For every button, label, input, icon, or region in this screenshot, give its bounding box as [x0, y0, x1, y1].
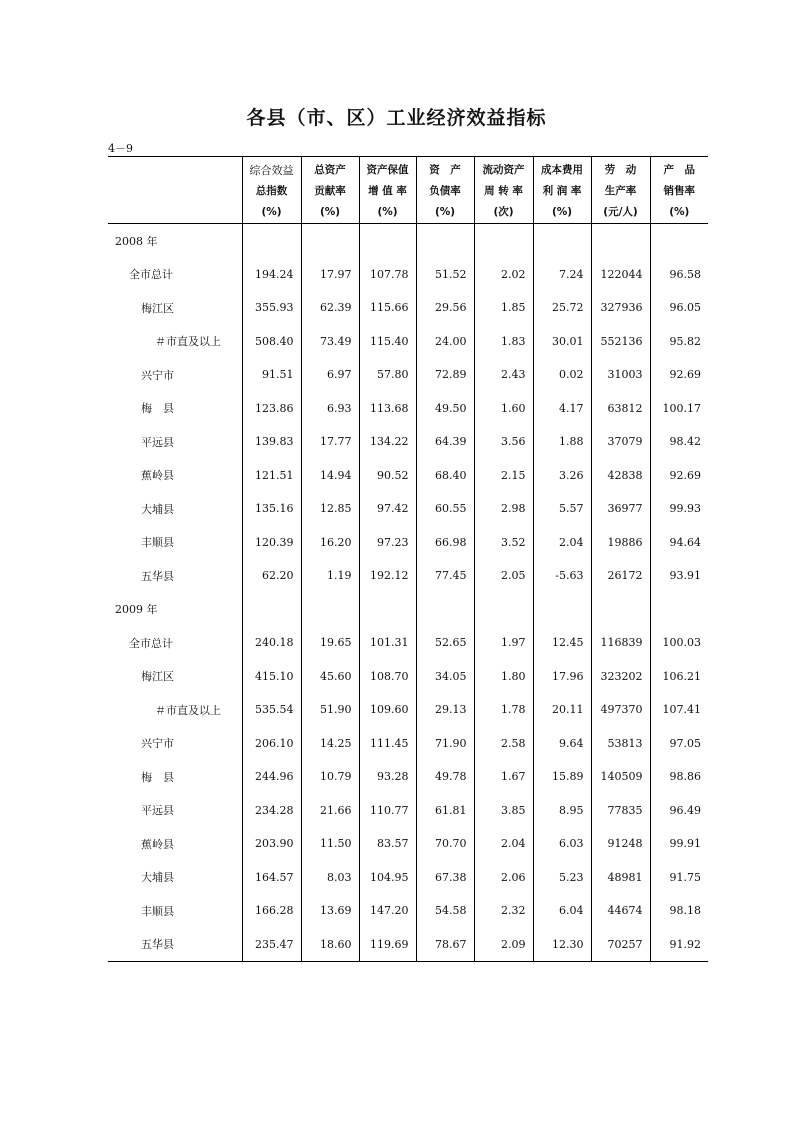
table-cell: 14.25: [301, 727, 359, 761]
table-cell: 140509: [591, 760, 650, 794]
table-row: [108, 526, 708, 560]
table-cell: 83.57: [359, 827, 416, 861]
table-cell: 61.81: [416, 794, 474, 828]
table-cell: 14.94: [301, 459, 359, 493]
header-line: 流动资产: [482, 164, 525, 176]
table-cell: 111.45: [359, 727, 416, 761]
region-label: 大埔县: [141, 871, 174, 885]
region-label: 五华县: [108, 928, 242, 962]
region-label: 梅 县: [141, 402, 174, 416]
table-cell: 29.13: [416, 693, 474, 727]
table-row: [108, 492, 708, 526]
table-row: [108, 392, 708, 426]
year-label: 2009 年: [115, 603, 158, 617]
region-label: 兴宁市: [141, 368, 174, 382]
table-row: [108, 224, 708, 258]
table-cell: 415.10: [242, 660, 301, 694]
table-cell: 104.95: [359, 861, 416, 895]
table-row: [108, 928, 708, 962]
header-unit: (%): [377, 206, 398, 218]
table-cell: 5.57: [533, 492, 591, 526]
header-line: 成本费用: [541, 164, 583, 176]
table-cell: 73.49: [301, 325, 359, 359]
table-cell: 115.40: [359, 325, 416, 359]
table-cell: 240.18: [242, 626, 301, 660]
header-unit: (元/人): [603, 206, 638, 218]
table-row: [108, 358, 708, 392]
table-cell: 106.21: [650, 660, 708, 694]
table-cell: 2.43: [474, 358, 533, 392]
region-label: 蕉岭县: [141, 469, 174, 483]
header-unit: (%): [669, 206, 690, 218]
table-cell: 90.52: [359, 459, 416, 493]
region-label: ＃市直及以上: [155, 335, 221, 349]
table-cell: 19.65: [301, 626, 359, 660]
table-cell: 1.83: [474, 325, 533, 359]
table-cell: 96.49: [650, 794, 708, 828]
table-cell: 2.02: [474, 258, 533, 292]
region-label: 丰顺县: [141, 904, 174, 918]
table-cell: 3.26: [533, 459, 591, 493]
table-cell: [242, 224, 301, 258]
table-cell: 42838: [591, 459, 650, 493]
table-cell: [359, 593, 416, 627]
table-cell: 6.04: [533, 894, 591, 928]
table-cell: 3.56: [474, 425, 533, 459]
table-cell: 1.78: [474, 693, 533, 727]
table-cell: 1.67: [474, 760, 533, 794]
table-cell: 2.04: [474, 827, 533, 861]
table-cell: 96.05: [650, 291, 708, 325]
table-cell: 25.72: [533, 291, 591, 325]
table-cell: 206.10: [242, 727, 301, 761]
header-cell: [242, 157, 301, 224]
table-cell: 139.83: [242, 425, 301, 459]
header-line: 资 产: [429, 164, 461, 176]
table-cell: [416, 593, 474, 627]
table-cell: 1.80: [474, 660, 533, 694]
table-cell: 164.57: [242, 861, 301, 895]
region-label: 梅江区: [141, 670, 174, 684]
table-cell: [416, 224, 474, 258]
table-cell: 51.90: [301, 693, 359, 727]
table-cell: 19886: [591, 526, 650, 560]
table-cell: 24.00: [416, 325, 474, 359]
table-cell: 51.52: [416, 258, 474, 292]
year-label: 2008 年: [115, 234, 158, 248]
table-cell: 147.20: [359, 894, 416, 928]
table-cell: 53813: [591, 727, 650, 761]
table-cell: 0.02: [533, 358, 591, 392]
table-cell: 62.20: [242, 559, 301, 593]
table-cell: 18.60: [301, 928, 359, 962]
table-cell: 508.40: [242, 325, 301, 359]
table-row: [108, 626, 708, 660]
header-unit: (次): [493, 206, 514, 218]
table-cell: 11.50: [301, 827, 359, 861]
table-cell: 44674: [591, 894, 650, 928]
table-cell: [591, 593, 650, 627]
table-cell: 97.42: [359, 492, 416, 526]
table-cell: 21.66: [301, 794, 359, 828]
region-label: 梅江区: [141, 301, 174, 315]
region-label: 梅 县: [141, 770, 174, 784]
table-cell: 17.97: [301, 258, 359, 292]
table-cell: 91.51: [242, 358, 301, 392]
header-unit: (%): [551, 206, 573, 218]
table-cell: 16.20: [301, 526, 359, 560]
table-cell: 99.91: [650, 827, 708, 861]
table-cell: 95.82: [650, 325, 708, 359]
region-label: ＃市直及以上: [155, 703, 221, 717]
table-cell: 91.92: [650, 928, 708, 962]
table-cell: 77835: [591, 794, 650, 828]
table-cell: 98.86: [650, 760, 708, 794]
table-row: [108, 727, 708, 761]
table-cell: 70257: [591, 928, 650, 962]
table-row: [108, 693, 708, 727]
table-row: [108, 760, 708, 794]
table-cell: 8.03: [301, 861, 359, 895]
table-cell: 72.89: [416, 358, 474, 392]
header-cell: [359, 157, 416, 224]
table-cell: [650, 224, 708, 258]
header-line: 销售率: [663, 185, 695, 197]
table-cell: 166.28: [242, 894, 301, 928]
table-row: [108, 827, 708, 861]
table-cell: 52.65: [416, 626, 474, 660]
region-label: 蕉岭县: [141, 837, 174, 851]
table-cell: 234.28: [242, 794, 301, 828]
header-unit: (%): [434, 206, 456, 218]
table-cell: 2.15: [474, 459, 533, 493]
table-cell: 36977: [591, 492, 650, 526]
table-cell: [650, 593, 708, 627]
table-cell: 1.88: [533, 425, 591, 459]
table-cell: [533, 224, 591, 258]
table-cell: 497370: [591, 693, 650, 727]
table-cell: 63812: [591, 392, 650, 426]
table-cell: 8.95: [533, 794, 591, 828]
region-label: 平远县: [141, 804, 174, 818]
table-cell: 2.06: [474, 861, 533, 895]
table-cell: 91248: [591, 827, 650, 861]
table-cell: 327936: [591, 291, 650, 325]
region-label: 丰顺县: [141, 536, 174, 550]
region-label: 大埔县: [141, 502, 174, 516]
table-cell: 2.04: [533, 526, 591, 560]
table-cell: 30.01: [533, 325, 591, 359]
table-cell: 323202: [591, 660, 650, 694]
table-cell: [533, 593, 591, 627]
table-cell: [474, 224, 533, 258]
table-cell: [359, 224, 416, 258]
table-cell: 1.60: [474, 392, 533, 426]
header-line: 资产保值: [366, 164, 409, 176]
table-cell: 60.55: [416, 492, 474, 526]
table-cell: 3.85: [474, 794, 533, 828]
table-cell: 49.78: [416, 760, 474, 794]
table-row: [108, 425, 708, 459]
table-cell: 49.50: [416, 392, 474, 426]
table-cell: [474, 593, 533, 627]
table-cell: [301, 224, 359, 258]
table-cell: 2.05: [474, 559, 533, 593]
table-cell: 2.09: [474, 928, 533, 962]
table-cell: 10.79: [301, 760, 359, 794]
region-label: 五华县: [141, 569, 174, 583]
table-cell: 3.52: [474, 526, 533, 560]
header-line: 产 品: [663, 164, 695, 176]
header-line: 总指数: [255, 185, 288, 197]
table-cell: 17.96: [533, 660, 591, 694]
table-cell: 20.11: [533, 693, 591, 727]
table-cell: 34.05: [416, 660, 474, 694]
table-cell: 203.90: [242, 827, 301, 861]
header-cell: [650, 157, 708, 224]
table-cell: 93.91: [650, 559, 708, 593]
table-cell: 100.03: [650, 626, 708, 660]
table-cell: 12.85: [301, 492, 359, 526]
table-cell: 99.93: [650, 492, 708, 526]
header-line: 生产率: [604, 185, 637, 197]
table-cell: 244.96: [242, 760, 301, 794]
table-cell: 15.89: [533, 760, 591, 794]
region-label: 平远县: [141, 435, 174, 449]
table-cell: [242, 593, 301, 627]
header-unit: (%): [261, 206, 282, 218]
table-row: [108, 325, 708, 359]
table-cell: 98.42: [650, 425, 708, 459]
header-line: 总资产: [314, 164, 346, 176]
table-cell: 121.51: [242, 459, 301, 493]
table-cell: 91.75: [650, 861, 708, 895]
header-cell: [533, 157, 591, 224]
header-line: 周 转 率: [484, 185, 523, 197]
region-label: 兴宁市: [141, 737, 174, 751]
table-body: [108, 224, 708, 962]
table-cell: 7.24: [533, 258, 591, 292]
table-cell: 57.80: [359, 358, 416, 392]
region-label: 全市总计: [129, 636, 173, 650]
table-row: [108, 660, 708, 694]
table-cell: 45.60: [301, 660, 359, 694]
table-row: [108, 861, 708, 895]
table-row: [108, 894, 708, 928]
table-cell: 67.38: [416, 861, 474, 895]
table-cell: 70.70: [416, 827, 474, 861]
table-cell: 92.69: [650, 358, 708, 392]
region-label: 全市总计: [129, 268, 173, 282]
table-cell: 108.70: [359, 660, 416, 694]
table-cell: 194.24: [242, 258, 301, 292]
table-cell: 62.39: [301, 291, 359, 325]
table-cell: 135.16: [242, 492, 301, 526]
table-cell: 107.41: [650, 693, 708, 727]
table-cell: 100.17: [650, 392, 708, 426]
table-cell: 29.56: [416, 291, 474, 325]
table-cell: 355.93: [242, 291, 301, 325]
table-cell: 96.58: [650, 258, 708, 292]
table-cell: 113.68: [359, 392, 416, 426]
table-cell: -5.63: [533, 559, 591, 593]
table-cell: 97.23: [359, 526, 416, 560]
table-row: [108, 291, 708, 325]
table-cell: 64.39: [416, 425, 474, 459]
table-cell: 98.18: [650, 894, 708, 928]
table-cell: 26172: [591, 559, 650, 593]
header-line: 贡献率: [314, 185, 346, 197]
header-line: 劳 动: [604, 164, 637, 176]
table-cell: 12.30: [533, 928, 591, 962]
header-line: 负债率: [429, 185, 461, 197]
table-cell: 54.58: [416, 894, 474, 928]
table-cell: 1.97: [474, 626, 533, 660]
table-cell: 120.39: [242, 526, 301, 560]
table-cell: 6.93: [301, 392, 359, 426]
header-line: 利 润 率: [542, 185, 582, 197]
header-cell: [591, 157, 650, 224]
table-cell: 48981: [591, 861, 650, 895]
header-unit: (%): [319, 206, 341, 218]
page-title: 各县（市、区）工业经济效益指标: [246, 107, 547, 129]
table-row: [108, 258, 708, 292]
table-cell: 94.64: [650, 526, 708, 560]
table-cell: 9.64: [533, 727, 591, 761]
table-cell: 4.17: [533, 392, 591, 426]
table-cell: 535.54: [242, 693, 301, 727]
header-stub: [108, 157, 242, 224]
table-cell: 71.90: [416, 727, 474, 761]
header-cell: [474, 157, 533, 224]
table-cell: 115.66: [359, 291, 416, 325]
table-cell: 92.69: [650, 459, 708, 493]
table-cell: 1.85: [474, 291, 533, 325]
header-line: 综合效益: [249, 164, 294, 177]
table-cell: 2.58: [474, 727, 533, 761]
table-cell: 77.45: [416, 559, 474, 593]
table-cell: 17.77: [301, 425, 359, 459]
table-row: [108, 794, 708, 828]
table-cell: 122044: [591, 258, 650, 292]
table-cell: 13.69: [301, 894, 359, 928]
table-cell: 68.40: [416, 459, 474, 493]
table-row: [108, 459, 708, 493]
header-cell: [301, 157, 359, 224]
table-cell: 110.77: [359, 794, 416, 828]
table-cell: 2.98: [474, 492, 533, 526]
table-row: [108, 593, 708, 627]
table-cell: 97.05: [650, 727, 708, 761]
table-number: 4－9: [108, 142, 133, 155]
table-cell: [301, 593, 359, 627]
table-cell: 552136: [591, 325, 650, 359]
table-cell: 2.32: [474, 894, 533, 928]
table-cell: 5.23: [533, 861, 591, 895]
header-cell: [416, 157, 474, 224]
table-cell: 109.60: [359, 693, 416, 727]
table-cell: 6.03: [533, 827, 591, 861]
table-cell: 134.22: [359, 425, 416, 459]
table-cell: 192.12: [359, 559, 416, 593]
table-cell: 107.78: [359, 258, 416, 292]
table-cell: 93.28: [359, 760, 416, 794]
table-cell: 101.31: [359, 626, 416, 660]
table-cell: 123.86: [242, 392, 301, 426]
table-cell: [591, 224, 650, 258]
table-cell: 31003: [591, 358, 650, 392]
table-cell: 37079: [591, 425, 650, 459]
table-cell: 78.67: [416, 928, 474, 962]
header-row: [108, 157, 708, 224]
table-cell: 119.69: [359, 928, 416, 962]
table-cell: 235.47: [242, 928, 301, 962]
table-cell: 1.19: [301, 559, 359, 593]
header-line: 增 值 率: [368, 185, 407, 197]
table-cell: 12.45: [533, 626, 591, 660]
table-cell: 116839: [591, 626, 650, 660]
table-cell: 6.97: [301, 358, 359, 392]
table-row: [108, 559, 708, 593]
indicator-table: [108, 156, 708, 962]
table-cell: 66.98: [416, 526, 474, 560]
